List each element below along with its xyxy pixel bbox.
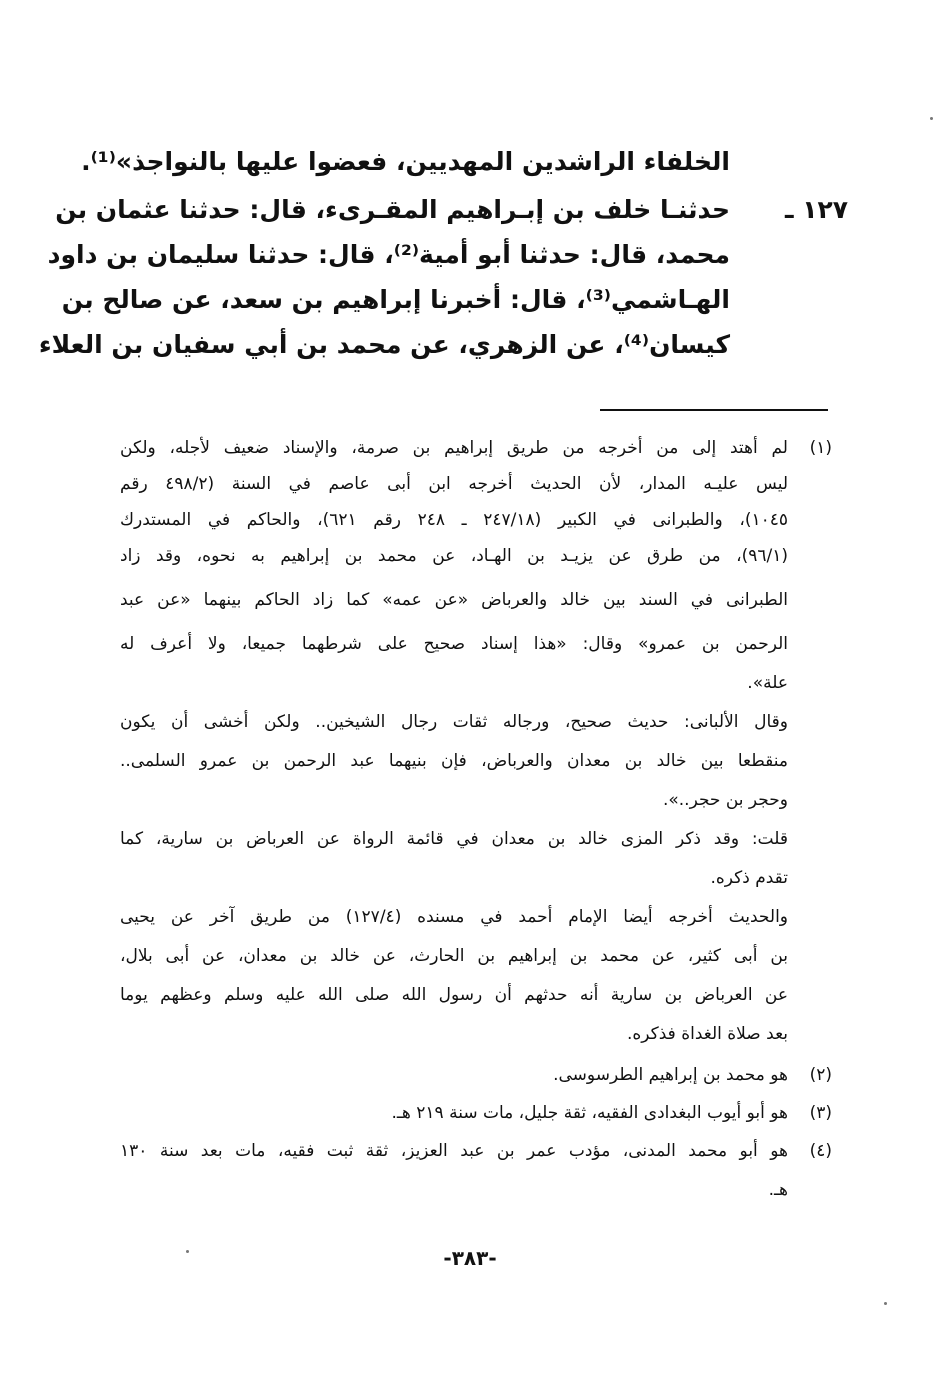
footnote-line: عن العرباض بن سارية أنه حدثهم أن رسول الله صلى الله عليه وسلم وعظهم يوما: [120, 985, 788, 1005]
footnote-line: منقطعا بين خالد بن معدان والعرباض، فإن بنيهما عبد الرحمن بن عمرو السلمى..: [120, 751, 788, 771]
footnote-line: هو أبو أيوب البغدادى الفقيه، ثقة جليل، مات سنة ٢١٩ هـ.: [391, 1103, 788, 1123]
main-text-line: كيسان⁽⁴⁾، عن الزهري، عن محمد بن أبي سفيان بن العلاء: [38, 330, 730, 359]
hadith-number: ١٢٧ ـ: [784, 195, 848, 224]
page-number: -٣٨٣-: [443, 1246, 497, 1270]
footnote-line: والحديث أخرجه أيضا الإمام أحمد في مسنده (١٢٧/٤) من طريق آخر عن يحيى: [120, 907, 789, 927]
scan-speck: [930, 117, 933, 120]
footnote-line: بن أبى كثير، عن محمد بن إبراهيم بن الحارث، عن خالد بن معدان، عن أبى بلال،: [120, 946, 788, 966]
footnote-line: هـ.: [768, 1180, 788, 1200]
main-text-line: الهـاشمي⁽³⁾، قال: أخبرنا إبراهيم بن سعد، عن صالح بن: [61, 285, 730, 314]
footnote-line: ليس عليـه المدار، لأن الحديث أخرجه ابن أبى عاصم في السنة (٤٩٨/٢ رقم: [120, 474, 789, 494]
footnote-line: وحجر بن حجر..».: [662, 790, 788, 810]
footnote-number: (١): [809, 438, 832, 458]
footnote-line: بعد صلاة الغداة فذكره.: [626, 1024, 788, 1044]
main-text-line: حدثنـا خلف بن إبـراهيم المقـرىء، قال: حدثنا عثمان بن: [55, 195, 730, 224]
main-text-line: محمد، قال: حدثنا أبو أمية⁽²⁾، قال: حدثنا سليمان بن داود: [47, 240, 730, 269]
footnote-separator: [600, 409, 828, 411]
footnote-number: (٣): [809, 1103, 832, 1123]
footnote-line: لم أهتد إلى من أخرجه من طريق إبراهيم بن صرمة، والإسناد ضعيف لأجله، ولكن: [120, 438, 788, 458]
footnote-line: هو محمد بن إبراهيم الطرسوسى.: [553, 1065, 788, 1085]
footnote-line: الرحمن بن عمرو» وقال: «هذا إسناد صحيح على شرطهما جميعا، ولا أعرف له: [120, 634, 788, 654]
footnote-line: هو أبو محمد المدنى، مؤدب عمر بن عبد العزيز، ثقة ثبت فقيه، مات بعد سنة ١٣٠: [120, 1141, 788, 1161]
footnote-number: (٤): [809, 1141, 832, 1161]
scan-speck: [186, 1250, 189, 1253]
footnote-number: (٢): [809, 1065, 832, 1085]
footnote-line: قلت: وقد ذكر المزى خالد بن معدان في قائمة الرواة عن العرباض بن سارية، كما: [120, 829, 788, 849]
footnote-line: (٩٦/١)، من طرق عن يزيـد بن الهـاد، عن محمد بن إبراهيم به نحوه، وقد زاد: [120, 546, 788, 566]
footnote-line: ١٠٤٥)، والطبرانى في الكبير (٢٤٧/١٨ ـ ٢٤٨ رقم ٦٢١)، والحاكم في المستدرك: [120, 510, 788, 530]
footnote-line: وقال الألبانى: حديث صحيح، ورجاله ثقات رجال الشيخين.. ولكن أخشى أن يكون: [120, 712, 788, 732]
scan-speck: [884, 1302, 887, 1305]
footnote-line: علة».: [747, 673, 788, 693]
main-text-continuation: الخلفاء الراشدين المهديين، فعضوا عليها بالنواجذ»⁽¹⁾.: [81, 147, 730, 176]
footnote-line: تقدم ذكره.: [710, 868, 788, 888]
footnote-line: الطبرانى في السند بين خالد والعرباض «عن عمه» كما زاد الحاكم بينهما «عن عبد: [120, 590, 788, 610]
